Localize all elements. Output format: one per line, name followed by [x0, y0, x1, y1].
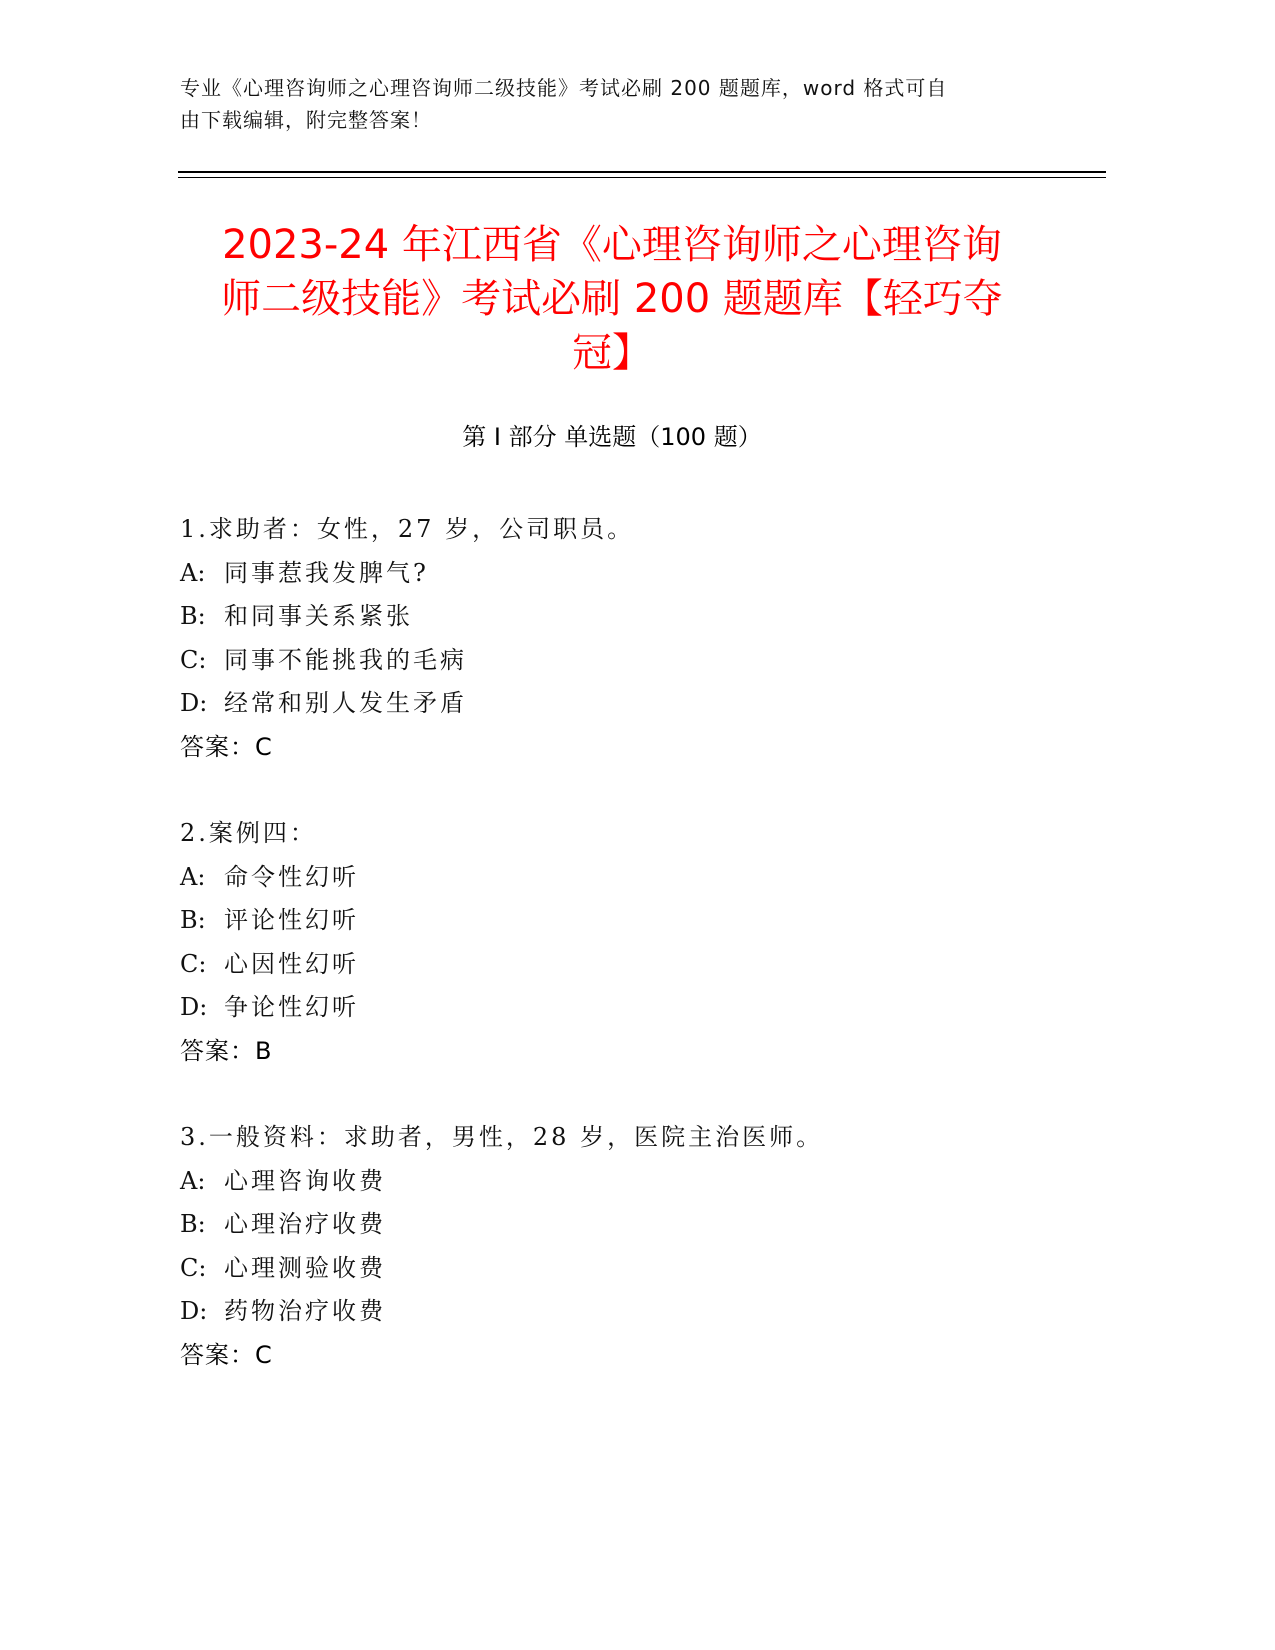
- document-title: [178, 218, 1046, 380]
- option-key: C:: [180, 645, 207, 674]
- header-line-1: 专业《心理咨询师之心理咨询师二级技能》考试必刷 200 题题库，word 格式可自: [180, 76, 948, 100]
- option-key: B:: [180, 906, 206, 934]
- question-stem: 2.案例四：: [180, 819, 317, 847]
- header-divider-thick: [178, 171, 1106, 173]
- option-key: C:: [180, 949, 207, 978]
- option-c: [180, 639, 1080, 683]
- header-line-2: 由下载编辑，附完整答案！: [180, 108, 432, 132]
- option-text: 心理治疗收费: [224, 1210, 386, 1238]
- option-key: A:: [180, 862, 206, 891]
- option-d: [180, 986, 1080, 1030]
- question-stem: 1.求助者：女性，27 岁，公司职员。: [180, 515, 635, 543]
- option-key: A:: [180, 558, 206, 587]
- option-a: [180, 1160, 1080, 1204]
- option-key: D:: [180, 993, 208, 1021]
- option-c: [180, 1247, 1080, 1291]
- question-3: [180, 1116, 1080, 1377]
- option-a: [180, 552, 1080, 596]
- option-text: 和同事关系紧张: [224, 602, 413, 630]
- option-text: 经常和别人发生矛盾: [224, 689, 467, 717]
- answer: 答案：C: [180, 1340, 273, 1369]
- option-key: B:: [180, 1210, 206, 1238]
- section-title: 第 I 部分 单选题（100 题）: [462, 423, 762, 451]
- option-a: [180, 856, 1080, 900]
- option-text: 争论性幻听: [224, 993, 359, 1021]
- title-line-1: 2023-24 年江西省《心理咨询师之心理咨询: [222, 222, 1002, 268]
- option-d: [180, 682, 1080, 726]
- title-line-3: 冠】: [572, 330, 652, 376]
- option-c: [180, 943, 1080, 987]
- option-key: D:: [180, 1297, 208, 1325]
- option-text: 同事惹我发脾气?: [224, 558, 429, 587]
- option-key: D:: [180, 689, 208, 717]
- option-text: 评论性幻听: [224, 906, 359, 934]
- option-text: 药物治疗收费: [224, 1297, 386, 1325]
- option-b: [180, 899, 1080, 943]
- option-b: [180, 595, 1080, 639]
- title-line-2: 师二级技能》考试必刷 200 题题库【轻巧夺: [221, 276, 1003, 322]
- option-d: [180, 1290, 1080, 1334]
- option-text: 同事不能挑我的毛病: [224, 645, 467, 674]
- question-list: [180, 508, 1080, 1420]
- option-text: 命令性幻听: [224, 862, 359, 891]
- question-stem: 3.一般资料：求助者，男性，28 岁，医院主治医师。: [180, 1123, 824, 1151]
- question-1: [180, 508, 1080, 769]
- option-key: B:: [180, 602, 206, 630]
- question-2: [180, 812, 1080, 1073]
- option-b: [180, 1203, 1080, 1247]
- option-key: A:: [180, 1166, 206, 1195]
- page-header: [180, 72, 1040, 136]
- option-text: 心理咨询收费: [224, 1166, 386, 1195]
- option-text: 心因性幻听: [224, 949, 359, 978]
- answer: 答案：B: [180, 1036, 273, 1065]
- option-text: 心理测验收费: [224, 1253, 386, 1282]
- option-key: C:: [180, 1253, 207, 1282]
- header-divider-thin: [178, 177, 1106, 178]
- answer: 答案：C: [180, 732, 273, 761]
